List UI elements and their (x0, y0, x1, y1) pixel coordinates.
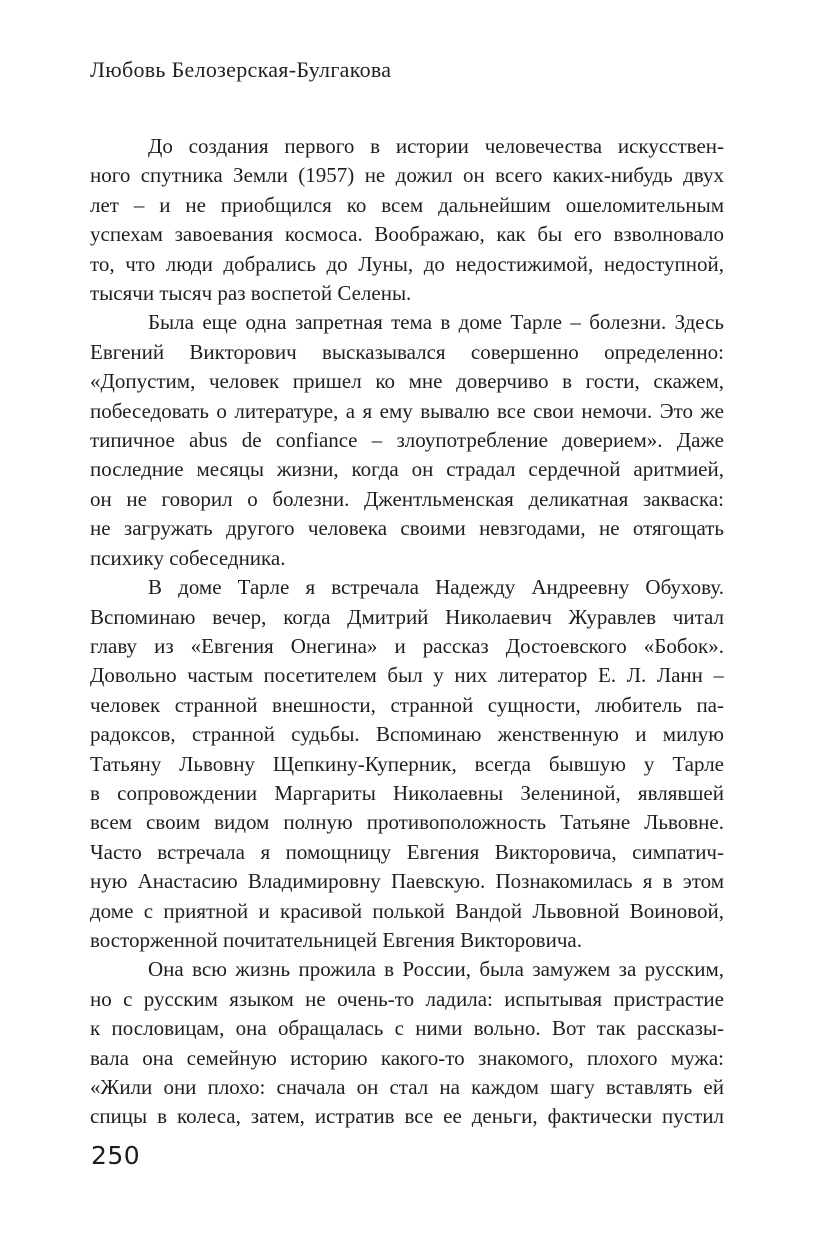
text-line: успехам завоевания космоса. Воображаю, как бы его взволновало (90, 222, 724, 247)
text-line: В доме Тарле я встречала Надежду Андреевну Обухову. (148, 575, 724, 600)
text-line: Татьяну Львовну Щепкину-Куперник, всегда бывшую у Тарле (90, 751, 724, 776)
page-text (90, 132, 724, 1132)
text-line: всем своим видом полную противоположность Татьяне Львовне. (90, 810, 724, 835)
text-line: вала она семейную историю какого-то знакомого, плохого мужа: (90, 1045, 724, 1070)
text-line: последние месяцы жизни, когда он страдал сердечной аритмией, (90, 457, 724, 482)
text-line: До создания первого в истории человечества искусствен- (148, 134, 724, 158)
text-line: восторженной почитательницей Евгения Викторовича. (90, 927, 582, 952)
text-line: человек странной внешности, странной сущности, любитель па- (90, 692, 724, 717)
text-line: спицы в колеса, затем, истратив все ее деньги, фактически пустил (90, 1104, 724, 1129)
text-line: Евгений Викторович высказывался совершенно определенно: (90, 339, 724, 364)
text-line: Часто встречала я помощницу Евгения Викторовича, симпатич- (90, 839, 724, 864)
text-line: Вспоминаю вечер, когда Дмитрий Николаевич Журавлев читал (90, 604, 724, 629)
text-line: Она всю жизнь прожила в России, была замужем за русским, (148, 957, 724, 982)
text-line: психику собеседника. (90, 545, 286, 570)
text-line: ную Анастасию Владимировну Паевскую. Познакомилась я в этом (90, 869, 724, 894)
text-line: побеседовать о литературе, а я ему вывалю все свои немочи. Это же (90, 398, 724, 423)
text-line: радоксов, странной судьбы. Вспоминаю женственную и милую (90, 722, 724, 747)
page-number: 250 (91, 1141, 141, 1170)
text-line: ного спутника Земли (1957) не дожил он всего каких-нибудь двух (90, 163, 724, 188)
text-line: то, что люди добрались до Луны, до недостижимой, недоступной, (90, 251, 724, 276)
text-line: главу из «Евгения Онегина» и рассказ Достоевского «Бобок». (90, 633, 724, 658)
text-line: тысячи тысяч раз воспетой Селены. (90, 281, 412, 306)
text-line: не загружать другого человека своими невзгодами, не отягощать (90, 516, 724, 541)
text-line: к пословицам, она обращалась с ними вольно. Вот так рассказы- (90, 1016, 724, 1041)
text-line: «Жили они плохо: сначала он стал на каждом шагу вставлять ей (90, 1075, 724, 1099)
text-line: Довольно частым посетителем был у них литератор Е. Л. Ланн – (90, 663, 724, 688)
text-line: «Допустим, человек пришел ко мне доверчиво в гости, скажем, (90, 369, 724, 394)
text-line: доме с приятной и красивой полькой Вандой Львовной Воиновой, (90, 898, 724, 923)
text-line: типичное abus de confiance – злоупотребление доверием». Даже (90, 428, 724, 453)
text-line: в сопровождении Маргариты Николаевны Зелениной, являвшей (90, 780, 724, 805)
text-line: он не говорил о болезни. Джентльменская деликатная закваска: (90, 486, 724, 511)
running-header: Любовь Белозерская-Булгакова (90, 57, 392, 82)
text-line: Была еще одна запретная тема в доме Тарле – болезни. Здесь (148, 310, 724, 335)
text-line: лет – и не приобщился ко всем дальнейшим ошеломительным (90, 192, 724, 217)
text-line: но с русским языком не очень-то ладила: испытывая пристрастие (90, 986, 724, 1011)
